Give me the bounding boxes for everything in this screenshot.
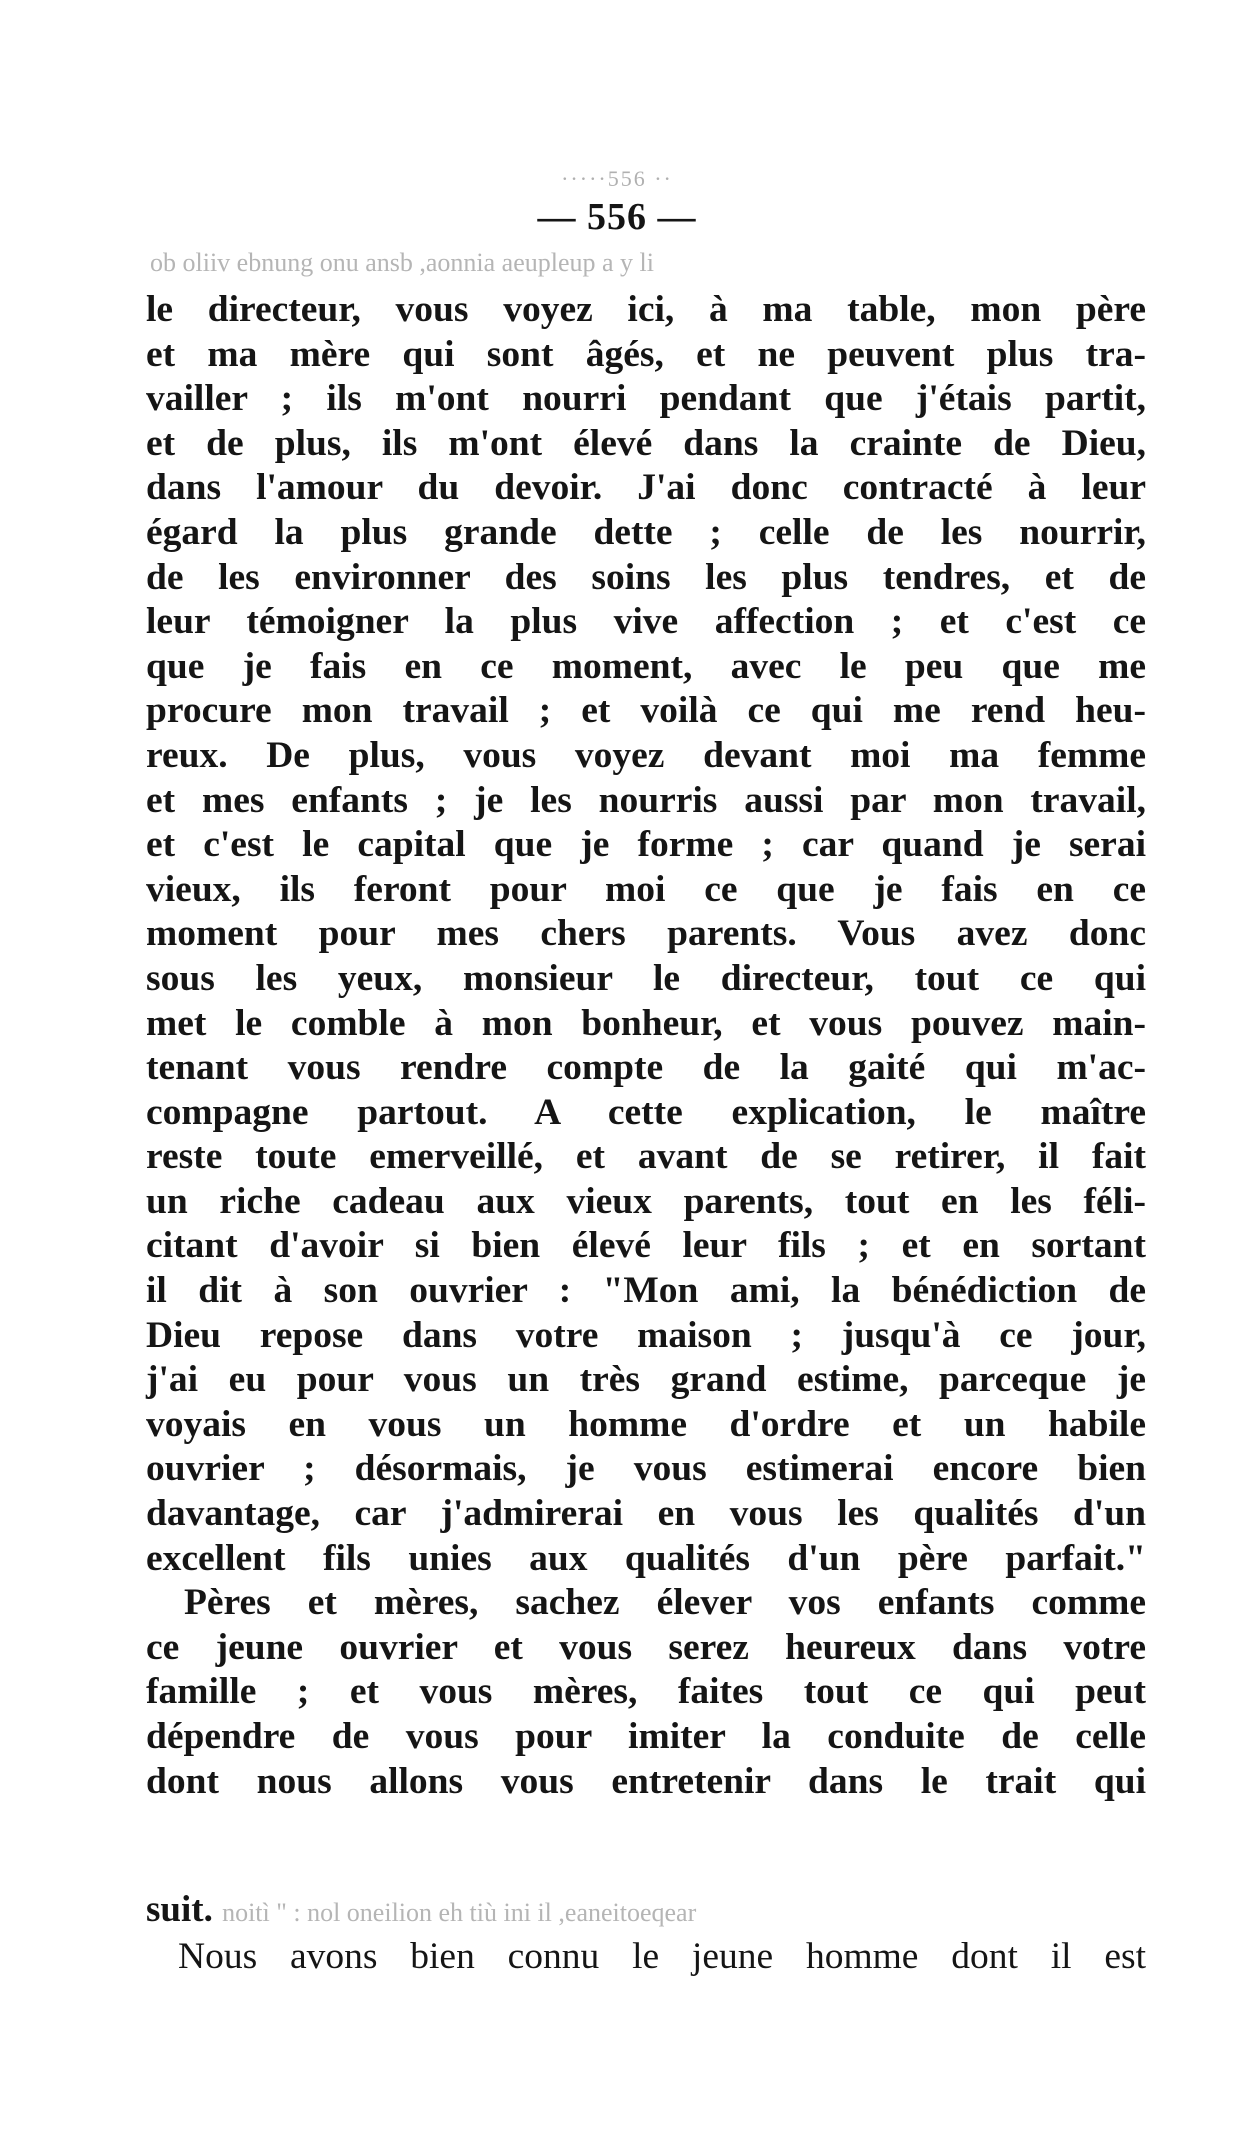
text-line: et c'est le capital que je forme ; car quand je serai — [146, 824, 1146, 866]
bleed-through-text: noitì " : nol oneilion eh tiù ini il ,eaneitoeqear — [222, 1898, 697, 1927]
text-line: dans l'amour du devoir. J'ai donc contracté à leur — [146, 467, 1146, 509]
text-line: reste toute emerveillé, et avant de se retirer, il fait — [146, 1136, 1146, 1178]
text-line: famille ; et vous mères, faites tout ce qui peut — [146, 1671, 1146, 1713]
text-line: procure mon travail ; et voilà ce qui me rend heu- — [146, 690, 1146, 732]
text-line: citant d'avoir si bien élevé leur fils ; et en sortant — [146, 1225, 1146, 1267]
text-line: sous les yeux, monsieur le directeur, tout ce qui — [146, 957, 1146, 999]
text-line: vailler ; ils m'ont nourri pendant que j'étais partit, — [146, 378, 1146, 420]
bleed-through-text: ob oliiv ebnung onu ansb ,aonnia aeupleup a y li — [150, 248, 655, 277]
page-number: — 556 — — [537, 196, 697, 238]
text-line: Dieu repose dans votre maison ; jusqu'à ce jour, — [146, 1314, 1146, 1356]
text-line: et ma mère qui sont âgés, et ne peuvent plus tra- — [146, 333, 1146, 375]
text-line: Pères et mères, sachez élever vos enfants comme — [184, 1582, 1146, 1624]
text-line: et de plus, ils m'ont élevé dans la crainte de Dieu, — [146, 422, 1146, 464]
text-line: et mes enfants ; je les nourris aussi par mon travail, — [146, 779, 1146, 821]
text-line: reux. De plus, vous voyez devant moi ma femme — [146, 734, 1146, 776]
text-line: j'ai eu pour vous un très grand estime, parceque je — [146, 1359, 1146, 1401]
text-line: davantage, car j'admirerai en vous les qualités d'un — [146, 1493, 1146, 1535]
text-line: un riche cadeau aux vieux parents, tout en les féli- — [146, 1180, 1146, 1222]
text-line: de les environner des soins les plus tendres, et de — [146, 556, 1146, 598]
text-line: voyais en vous un homme d'ordre et un habile — [146, 1403, 1146, 1445]
last-line-word: suit. — [146, 1889, 213, 1930]
text-line: dont nous allons vous entretenir dans le trait qui — [146, 1760, 1146, 1802]
text-line: moment pour mes chers parents. Vous avez donc — [146, 913, 1146, 955]
text-line: dépendre de vous pour imiter la conduite de celle — [146, 1716, 1146, 1757]
text-line: il dit à son ouvrier : "Mon ami, la bénédiction de — [146, 1270, 1146, 1312]
last-text-line — [146, 1888, 1146, 1931]
text-line: excellent fils unies aux qualités d'un père parfait." — [146, 1537, 1146, 1579]
text-line: ce jeune ouvrier et vous serez heureux dans votre — [146, 1626, 1146, 1668]
paragraph-start-line: Nous avons bien connu le jeune homme dont il est — [178, 1936, 1146, 1977]
text-line: le directeur, vous voyez ici, à ma table, mon père — [146, 289, 1146, 330]
bleed-through-page-number: ·····556 ·· — [561, 166, 673, 191]
body-text — [146, 288, 1146, 1804]
text-line: vieux, ils feront pour moi ce que je fais en ce — [146, 868, 1146, 910]
text-line: leur témoigner la plus vive affection ; et c'est ce — [146, 601, 1146, 643]
text-line: met le comble à mon bonheur, et vous pouvez main- — [146, 1002, 1146, 1044]
text-line: tenant vous rendre compte de la gaité qui m'ac- — [146, 1047, 1146, 1089]
text-line: que je fais en ce moment, avec le peu que me — [146, 645, 1146, 687]
text-line: égard la plus grande dette ; celle de les nourrir, — [146, 511, 1146, 553]
text-line: compagne partout. A cette explication, le maître — [146, 1091, 1146, 1133]
text-line: ouvrier ; désormais, je vous estimerai encore bien — [146, 1448, 1146, 1490]
